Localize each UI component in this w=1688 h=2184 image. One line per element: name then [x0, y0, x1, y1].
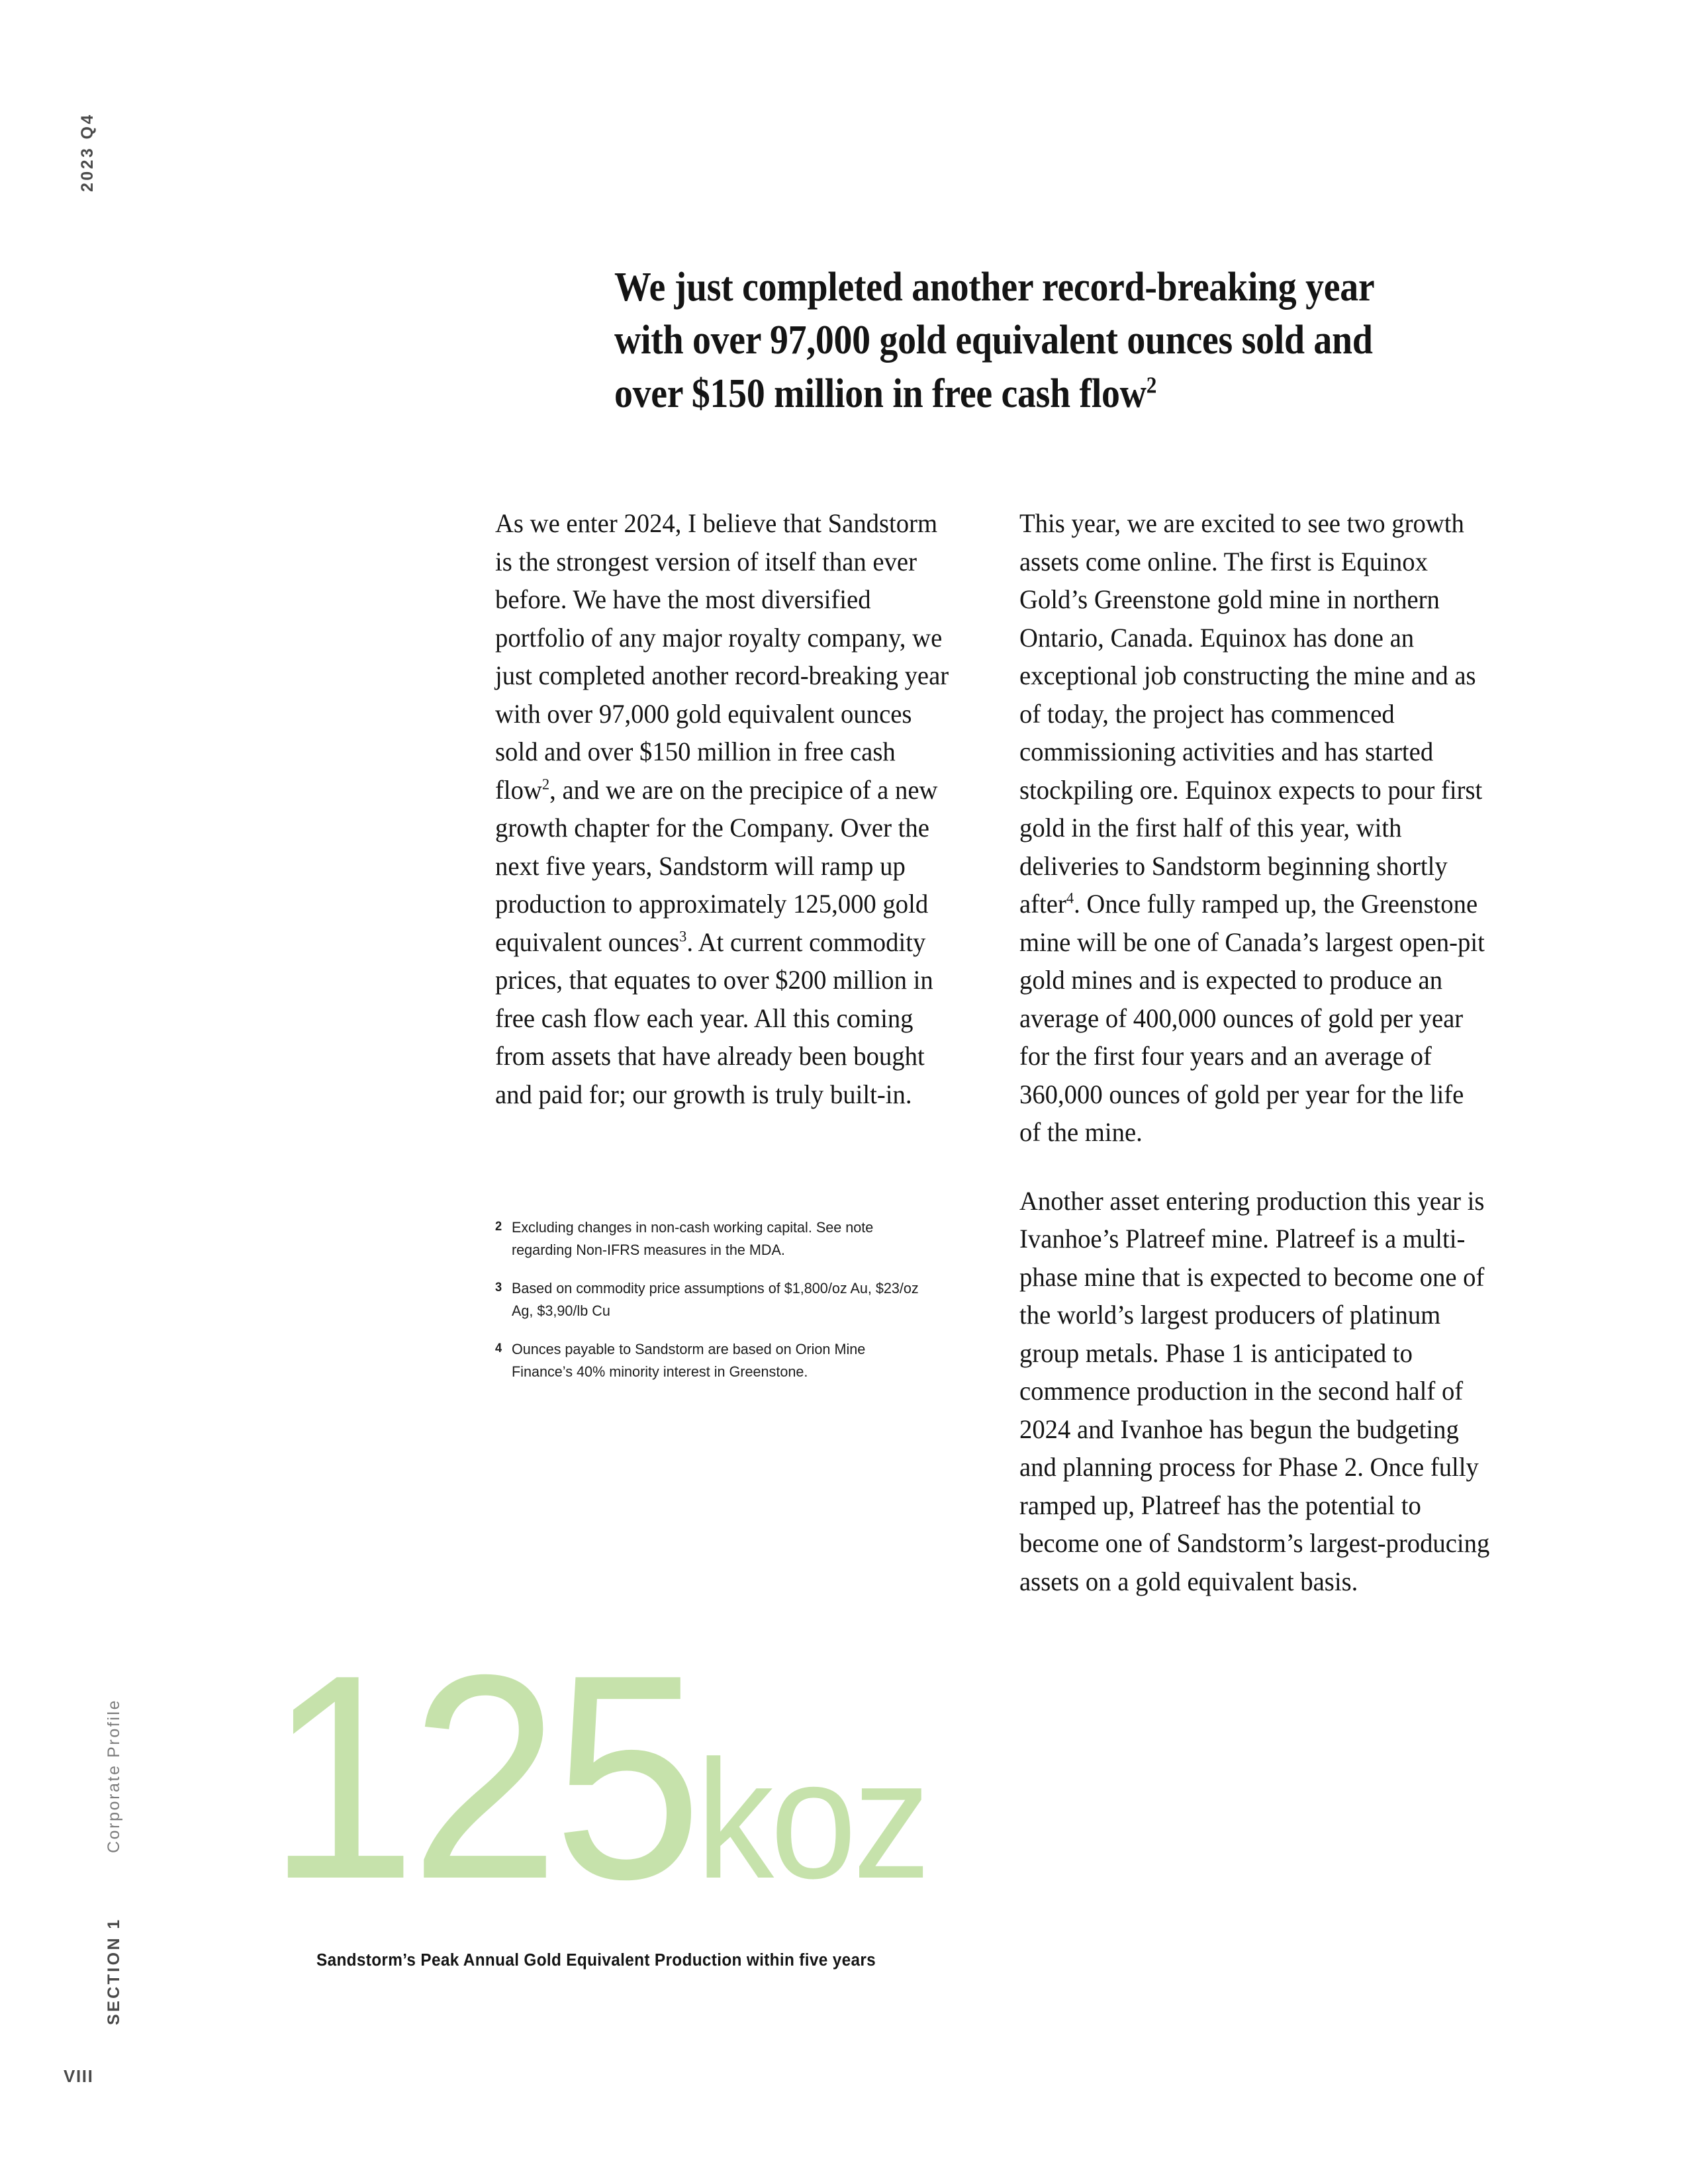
statistic-unit: koz [696, 1725, 927, 1914]
footnote-marker: 3 [495, 1281, 502, 1295]
page-number: VIII [64, 2066, 94, 2086]
paragraph [495, 504, 959, 1113]
footnote-ref: 2 [541, 776, 550, 793]
body-column-left [495, 504, 959, 1113]
statistic-figure [267, 1575, 1062, 1946]
paragraph-text: This year, we are excited to see two growth assets come online. The first is Equinox Gold’s Greenstone gold mine in northern Ontario, Canada. Equinox has done an exceptional job constructing the mine and as of today, the project has commenced commissioning activities and has started stockpiling ore. Equinox expects to pour first gold in the first half of this year, with deliveries to Sandstorm beginning shortly after [1019, 508, 1483, 919]
statistic-value: 125 [267, 1615, 696, 1940]
paragraph-text: . At current commodity prices, that equates to over $200 million in free cash flow each year. All this coming from assets that have already been bought and paid for; our growth is truly built-in. [495, 927, 933, 1109]
section-label: SECTION 1 [105, 1917, 123, 2025]
body-column-right [1019, 504, 1491, 1600]
footnotes-block [495, 1216, 945, 1383]
issue-label: 2023 Q4 [78, 113, 97, 192]
statistic-value-group [267, 1615, 927, 1946]
paragraph: Another asset entering production this year is Ivanhoe’s Platreef mine. Platreef is a multi-phase mine that is expected to become one of the world’s largest producers of platinum group metals. Phase 1 is anticipated to commence production in the second half of 2024 and Ivanhoe has begun the budgeting and planning process for Phase 2. Once fully ramped up, Platreef has the potential to become one of Sandstorm’s largest-producing assets on a gold equivalent basis. [1019, 1185, 1490, 1596]
corporate-profile-label: Corporate Profile [105, 1698, 123, 1853]
headline-line-3: sold and over $150 million in free cash flow [614, 318, 1373, 416]
footnote-item [495, 1277, 927, 1322]
footnote-text: Based on commodity price assumptions of $1,800/oz Au, $23/oz Ag, $3,90/lb Cu [511, 1280, 919, 1319]
paragraph [1019, 504, 1491, 1152]
statistic-caption: Sandstorm’s Peak Annual Gold Equivalent Production within five years [316, 1951, 876, 1970]
footnote-text: Excluding changes in non-cash working capital. See note regarding Non-IFRS measures in the MDA. [511, 1219, 874, 1258]
paragraph-text: As we enter 2024, I believe that Sandstorm is the strongest version of itself than ever before. We have the most diversified portfolio of any major royalty company, we just completed another record-breaking year with over 97,000 gold equivalent ounces sold and over $150 million in free cash flow [495, 508, 949, 805]
footnote-marker: 4 [495, 1342, 502, 1355]
left-margin-rail [0, 0, 152, 2184]
headline-footnote-ref: 2 [1146, 372, 1157, 398]
headline-line-1: We just completed another record-breaking [614, 264, 1297, 310]
paragraph-text: , and we are on the precipice of a new growth chapter for the Company. Over the next five years, Sandstorm will ramp up production to approximately 125,000 gold equivalent ounces [495, 774, 938, 957]
page-title [614, 261, 1395, 421]
footnote-marker: 2 [495, 1220, 502, 1234]
footnote-item [495, 1338, 927, 1383]
paragraph-text: . Once fully ramped up, the Greenstone mine will be one of Canada’s largest open-pit gold mines and is expected to produce an average of 400,000 ounces of gold per year for the first four years and an average of 360,000 ounces of gold per year for the life of the mine. [1019, 889, 1485, 1147]
footnote-ref: 3 [679, 928, 687, 945]
headline-line-2: year with over 97,000 gold equivalent ounces [614, 264, 1374, 363]
footnote-text: Ounces payable to Sandstorm are based on Orion Mine Finance’s 40% minority interest in Greenstone. [511, 1341, 866, 1380]
footnote-ref: 4 [1066, 889, 1074, 907]
footnote-item [495, 1216, 927, 1261]
